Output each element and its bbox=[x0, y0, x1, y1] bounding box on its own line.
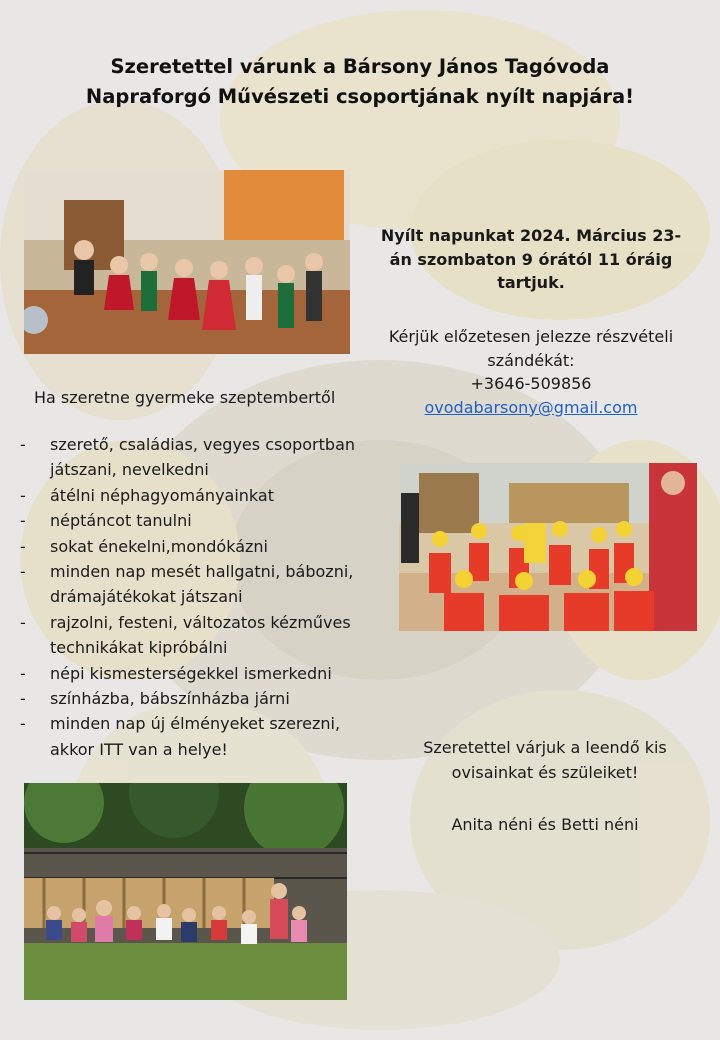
list-dash: - bbox=[20, 485, 26, 505]
list-dash: - bbox=[20, 536, 26, 556]
activity-list bbox=[20, 432, 380, 762]
closing-line-1: Szeretettel várjuk a leendő kis bbox=[423, 738, 667, 757]
event-line-1: Nyílt napunkat 2024. Március 23- bbox=[380, 226, 682, 245]
classroom-children-photo bbox=[399, 463, 697, 631]
event-line-2: án szombaton 9 órától 11 óráig bbox=[389, 249, 673, 269]
title-line-1: Szeretettel várunk a Bársony János Tagóvoda bbox=[110, 55, 610, 78]
contact-line-2: szándékát: bbox=[487, 350, 575, 370]
outdoor-group-photo bbox=[24, 783, 347, 1000]
contact-line-1: Kérjük előzetesen jelezze részvételi bbox=[388, 327, 674, 346]
list-item: - minden nap új élményeket szerezni, akkor ITT van a helye! bbox=[20, 711, 380, 762]
list-dash: - bbox=[20, 689, 26, 709]
list-item: - néptáncot tanulni bbox=[20, 508, 380, 533]
list-dash: - bbox=[20, 714, 26, 734]
list-item: - népi kismesterségekkel ismerkedni bbox=[20, 661, 380, 686]
list-dash: - bbox=[20, 612, 26, 632]
list-item: - színházba, bábszínházba járni bbox=[20, 686, 380, 711]
signature: Anita néni és Betti néni bbox=[451, 815, 639, 834]
closing-message bbox=[400, 735, 690, 785]
lead-text: Ha szeretne gyermeke szeptembertől bbox=[34, 388, 336, 407]
list-item: - minden nap mesét hallgatni, bábozni, drámajátékokat játszani bbox=[20, 559, 380, 610]
list-dash: - bbox=[20, 663, 26, 683]
list-item: - szerető, családias, vegyes csoportban játszani, nevelkedni bbox=[20, 432, 380, 483]
list-dash: - bbox=[20, 511, 26, 531]
email-link[interactable]: ovodabarsony@gmail.com bbox=[424, 397, 638, 417]
title-line-2: Napraforgó Művészeti csoportjának nyílt napjára! bbox=[85, 85, 635, 108]
page-title bbox=[0, 52, 720, 112]
list-item: - sokat énekelni,mondókázni bbox=[20, 534, 380, 559]
contact-block bbox=[368, 325, 694, 419]
list-item: - átélni néphagyományainkat bbox=[20, 483, 380, 508]
list-dash: - bbox=[20, 435, 26, 454]
closing-line-2: ovisainkat és szüleiket! bbox=[451, 763, 639, 782]
list-dash: - bbox=[20, 562, 26, 582]
event-line-3: tartjuk. bbox=[497, 273, 565, 292]
phone-number: +3646-509856 bbox=[470, 374, 592, 393]
event-details bbox=[368, 224, 694, 295]
list-item: - rajzolni, festeni, változatos kézműves technikákat kipróbálni bbox=[20, 610, 380, 661]
folk-dance-photo bbox=[24, 170, 350, 354]
